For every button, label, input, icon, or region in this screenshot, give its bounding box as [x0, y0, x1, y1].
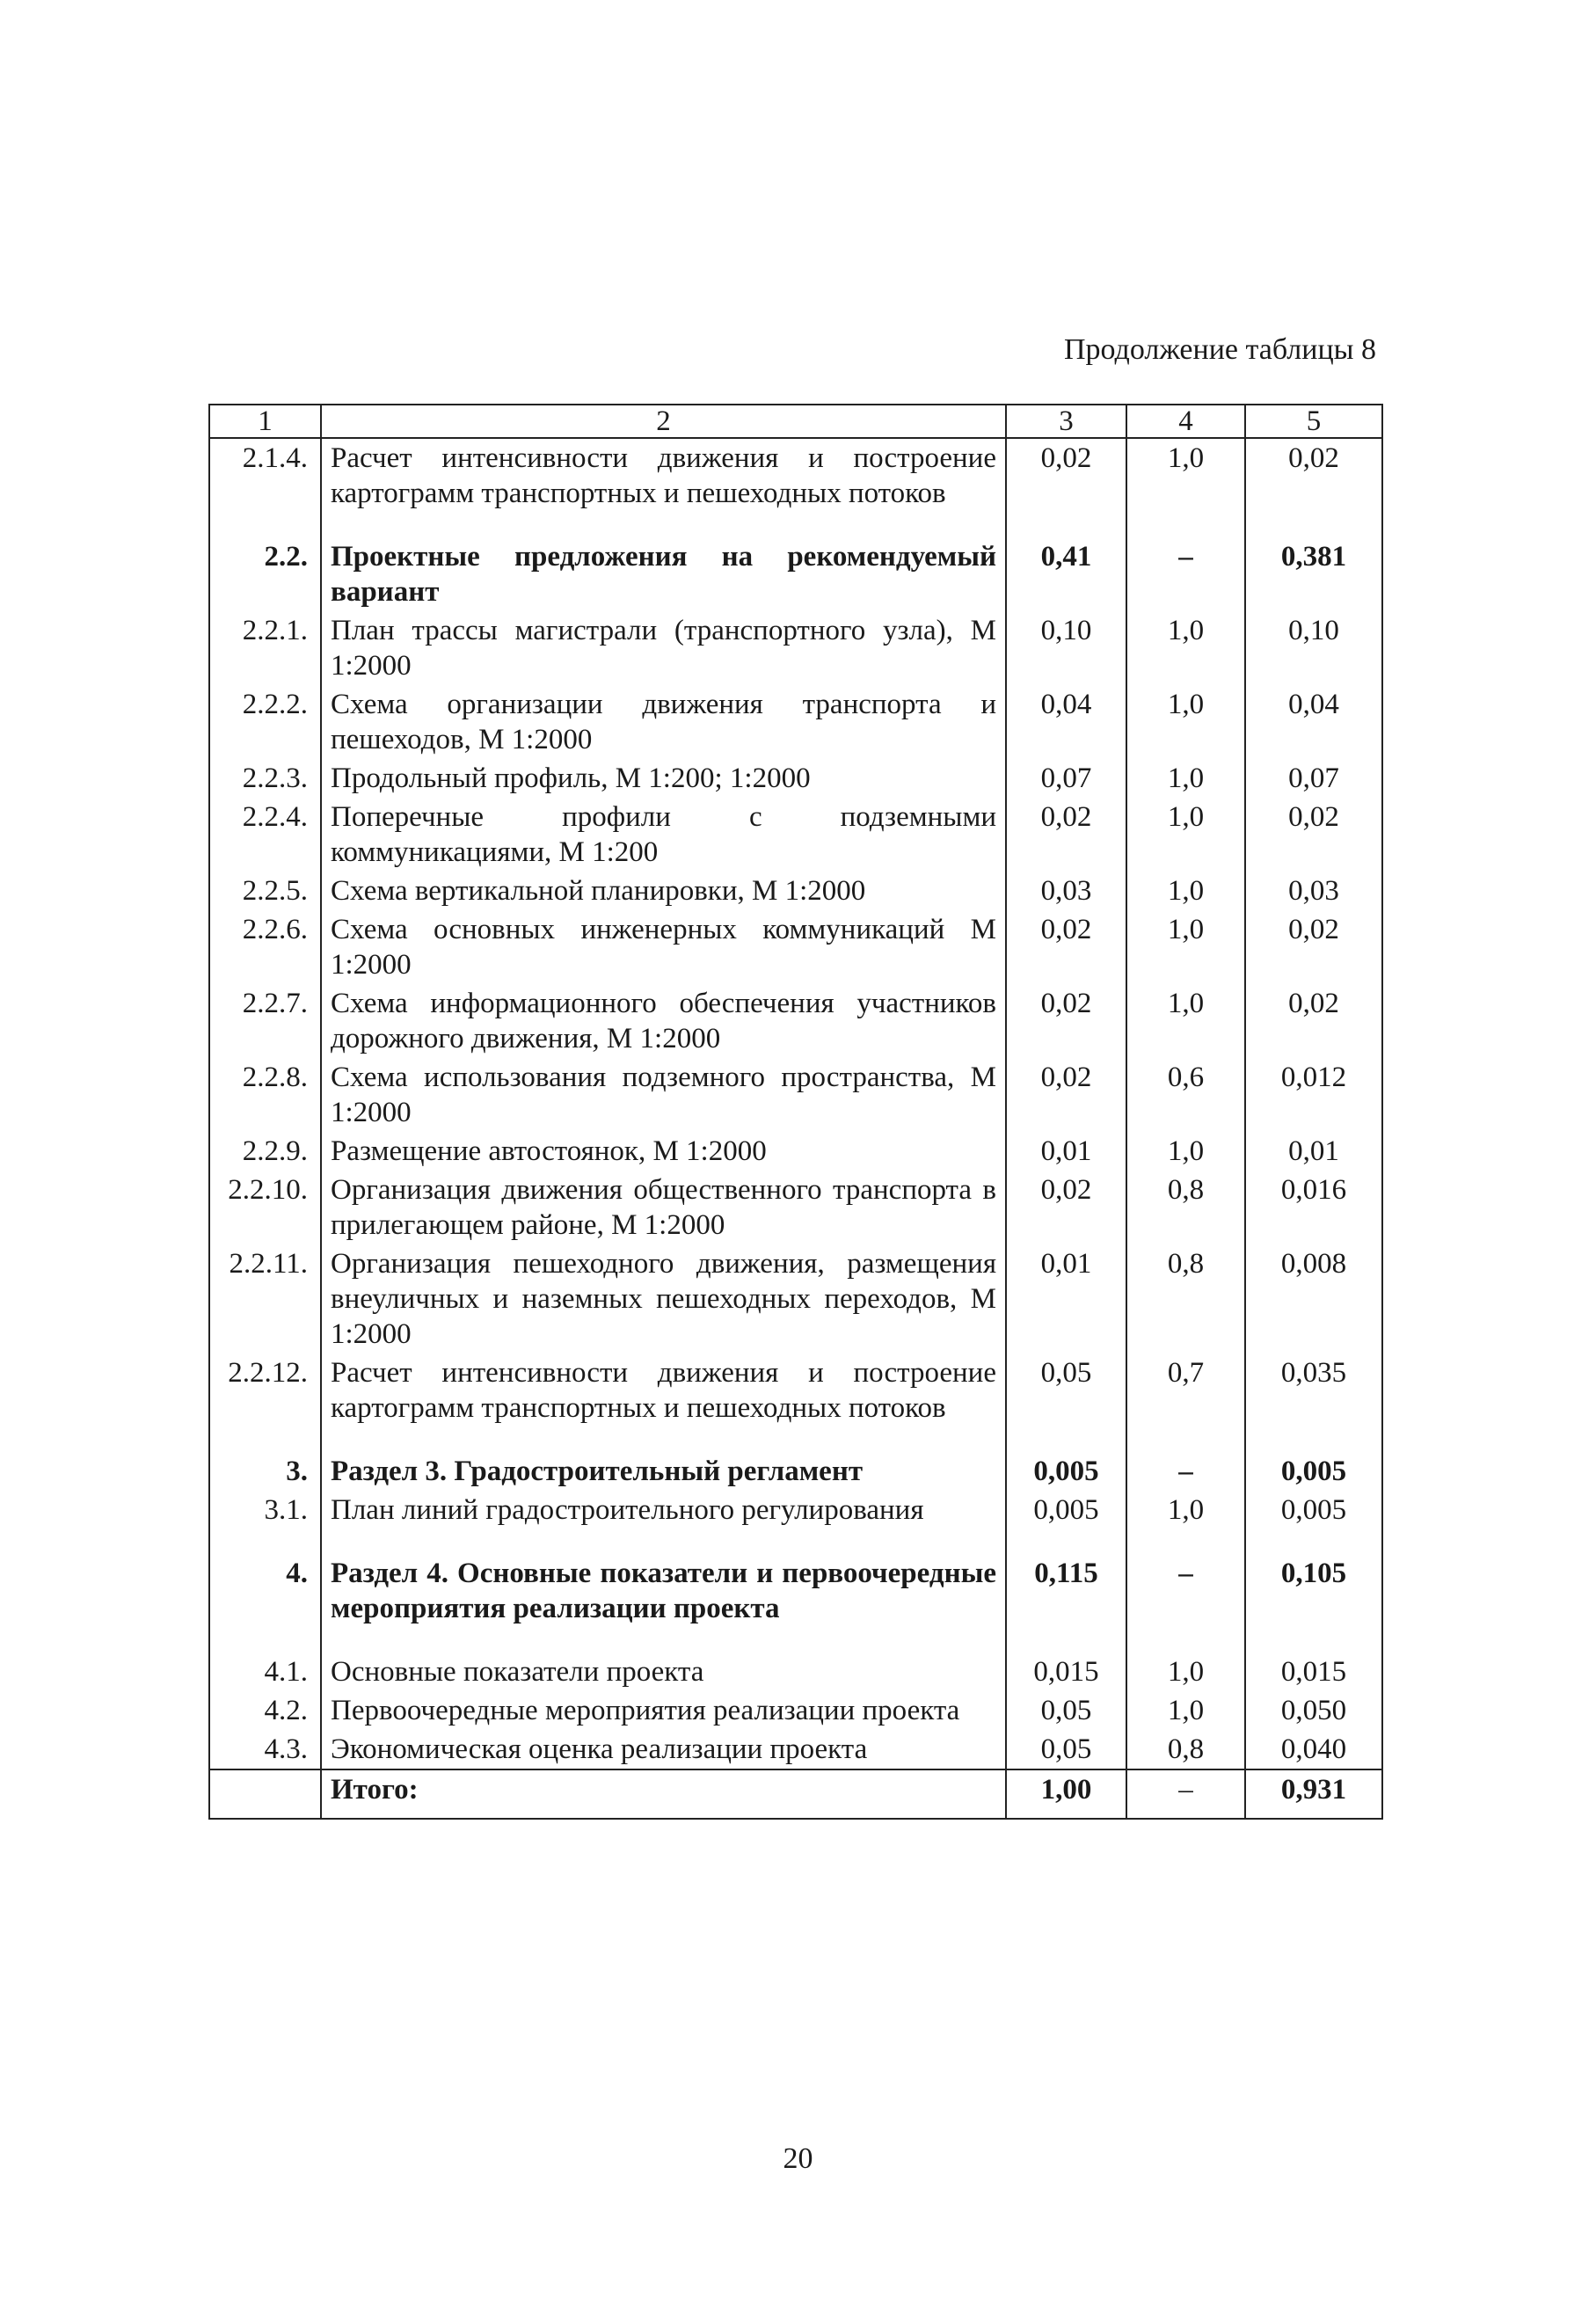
row-description: Схема основных инженерных коммуникаций М 1:2000: [321, 910, 1006, 984]
row-description: Схема информационного обеспечения участников дорожного движения, М 1:2000: [321, 984, 1006, 1058]
row-value-3: 0,015: [1006, 1653, 1126, 1691]
row-value-5: 0,381: [1245, 537, 1382, 611]
row-description: Расчет интенсивности движения и построение картограмм транспортных и пешеходных потоков: [321, 1354, 1006, 1452]
row-value-4: –: [1126, 1452, 1245, 1491]
row-value-4: 0,8: [1126, 1171, 1245, 1244]
row-value-3: 0,115: [1006, 1554, 1126, 1653]
total-value-5: 0,931: [1245, 1769, 1382, 1819]
row-value-3: 0,01: [1006, 1244, 1126, 1354]
row-number: 2.2.7.: [209, 984, 321, 1058]
row-value-5: 0,02: [1245, 798, 1382, 872]
table-header-row: [209, 405, 1382, 438]
row-description: Раздел 4. Основные показатели и первоочередные мероприятия реализации проекта: [321, 1554, 1006, 1653]
row-value-3: 0,005: [1006, 1491, 1126, 1554]
page-number: 20: [783, 2142, 813, 2175]
row-number: 2.2.12.: [209, 1354, 321, 1452]
table-row: [209, 1491, 1382, 1554]
row-value-5: 0,03: [1245, 872, 1382, 910]
data-table: [208, 404, 1383, 1820]
table-row: [209, 1730, 1382, 1769]
row-value-5: 0,015: [1245, 1653, 1382, 1691]
row-value-5: 0,02: [1245, 910, 1382, 984]
table-row: [209, 1452, 1382, 1491]
total-value-4: –: [1126, 1769, 1245, 1819]
row-description: Поперечные профили с подземными коммуникациями, М 1:200: [321, 798, 1006, 872]
row-value-3: 0,04: [1006, 685, 1126, 759]
table-caption: Продолжение таблицы 8: [1063, 333, 1376, 366]
row-number: 2.2.11.: [209, 1244, 321, 1354]
row-value-5: 0,040: [1245, 1730, 1382, 1769]
row-value-4: 0,8: [1126, 1244, 1245, 1354]
table-row: [209, 1244, 1382, 1354]
row-value-4: –: [1126, 537, 1245, 611]
row-value-4: 1,0: [1126, 1491, 1245, 1554]
row-value-4: 1,0: [1126, 1691, 1245, 1730]
row-value-5: 0,005: [1245, 1452, 1382, 1491]
table-row: [209, 872, 1382, 910]
total-label: Итого:: [321, 1769, 1006, 1819]
table-row: [209, 1058, 1382, 1132]
row-number: 2.2.: [209, 537, 321, 611]
row-value-4: 1,0: [1126, 910, 1245, 984]
row-value-3: 0,05: [1006, 1691, 1126, 1730]
row-value-3: 0,01: [1006, 1132, 1126, 1171]
row-number: 4.2.: [209, 1691, 321, 1730]
row-value-5: 0,105: [1245, 1554, 1382, 1653]
row-value-4: 1,0: [1126, 1653, 1245, 1691]
table-row: [209, 1691, 1382, 1730]
row-value-5: 0,10: [1245, 611, 1382, 685]
row-value-4: 1,0: [1126, 798, 1245, 872]
row-value-5: 0,005: [1245, 1491, 1382, 1554]
column-header: 5: [1245, 405, 1382, 438]
row-number: 3.1.: [209, 1491, 321, 1554]
row-value-5: 0,050: [1245, 1691, 1382, 1730]
row-number: 2.2.1.: [209, 611, 321, 685]
row-description: Основные показатели проекта: [321, 1653, 1006, 1691]
column-header: 3: [1006, 405, 1126, 438]
row-value-3: 0,02: [1006, 910, 1126, 984]
column-header: 4: [1126, 405, 1245, 438]
row-number: 2.2.4.: [209, 798, 321, 872]
row-description: Экономическая оценка реализации проекта: [321, 1730, 1006, 1769]
table-row: [209, 798, 1382, 872]
row-value-3: 0,10: [1006, 611, 1126, 685]
row-value-3: 0,02: [1006, 1058, 1126, 1132]
row-description: План трассы магистрали (транспортного узла), М 1:2000: [321, 611, 1006, 685]
row-value-4: 0,7: [1126, 1354, 1245, 1452]
row-value-4: 1,0: [1126, 438, 1245, 537]
row-number: 2.2.9.: [209, 1132, 321, 1171]
row-description: Схема организации движения транспорта и пешеходов, М 1:2000: [321, 685, 1006, 759]
row-value-5: 0,02: [1245, 438, 1382, 537]
column-header: 1: [209, 405, 321, 438]
total-row: [209, 1769, 1382, 1819]
row-description: План линий градостроительного регулирования: [321, 1491, 1006, 1554]
row-value-4: 0,6: [1126, 1058, 1245, 1132]
row-value-4: 1,0: [1126, 984, 1245, 1058]
row-description: Раздел 3. Градостроительный регламент: [321, 1452, 1006, 1491]
row-value-3: 0,005: [1006, 1452, 1126, 1491]
table-row: [209, 685, 1382, 759]
row-description: Схема использования подземного пространства, М 1:2000: [321, 1058, 1006, 1132]
row-value-3: 0,05: [1006, 1730, 1126, 1769]
row-number: 2.2.10.: [209, 1171, 321, 1244]
table-row: [209, 611, 1382, 685]
row-number: 3.: [209, 1452, 321, 1491]
row-value-4: –: [1126, 1554, 1245, 1653]
row-description: Продольный профиль, М 1:200; 1:2000: [321, 759, 1006, 798]
row-value-3: 0,02: [1006, 798, 1126, 872]
row-value-5: 0,02: [1245, 984, 1382, 1058]
row-value-4: 1,0: [1126, 872, 1245, 910]
row-number: 4.1.: [209, 1653, 321, 1691]
table-row: [209, 438, 1382, 537]
row-number: 4.: [209, 1554, 321, 1653]
table-row: [209, 537, 1382, 611]
table-row: [209, 1653, 1382, 1691]
row-value-3: 0,02: [1006, 438, 1126, 537]
row-number: 2.1.4.: [209, 438, 321, 537]
row-value-5: 0,07: [1245, 759, 1382, 798]
row-description: Проектные предложения на рекомендуемый вариант: [321, 537, 1006, 611]
column-header: 2: [321, 405, 1006, 438]
row-value-3: 0,05: [1006, 1354, 1126, 1452]
row-number: 2.2.2.: [209, 685, 321, 759]
row-number: 4.3.: [209, 1730, 321, 1769]
table-row: [209, 1132, 1382, 1171]
row-value-5: 0,008: [1245, 1244, 1382, 1354]
table-row: [209, 984, 1382, 1058]
row-description: Организация движения общественного транспорта в прилегающем районе, М 1:2000: [321, 1171, 1006, 1244]
row-value-4: 1,0: [1126, 611, 1245, 685]
row-value-3: 0,02: [1006, 1171, 1126, 1244]
row-description: Расчет интенсивности движения и построение картограмм транспортных и пешеходных потоков: [321, 438, 1006, 537]
row-value-3: 0,41: [1006, 537, 1126, 611]
row-description: Организация пешеходного движения, размещения внеуличных и наземных пешеходных переходов, М 1:2000: [321, 1244, 1006, 1354]
row-description: Размещение автостоянок, М 1:2000: [321, 1132, 1006, 1171]
row-value-5: 0,035: [1245, 1354, 1382, 1452]
table-row: [209, 910, 1382, 984]
table-row: [209, 1354, 1382, 1452]
total-number: [209, 1769, 321, 1819]
row-value-3: 0,03: [1006, 872, 1126, 910]
row-value-5: 0,04: [1245, 685, 1382, 759]
table-row: [209, 1171, 1382, 1244]
row-number: 2.2.5.: [209, 872, 321, 910]
row-description: Первоочередные мероприятия реализации проекта: [321, 1691, 1006, 1730]
row-value-4: 0,8: [1126, 1730, 1245, 1769]
row-number: 2.2.6.: [209, 910, 321, 984]
table-row: [209, 759, 1382, 798]
row-value-4: 1,0: [1126, 1132, 1245, 1171]
row-value-5: 0,012: [1245, 1058, 1382, 1132]
row-value-5: 0,01: [1245, 1132, 1382, 1171]
row-number: 2.2.3.: [209, 759, 321, 798]
row-description: Схема вертикальной планировки, М 1:2000: [321, 872, 1006, 910]
total-value-3: 1,00: [1006, 1769, 1126, 1819]
row-number: 2.2.8.: [209, 1058, 321, 1132]
row-value-3: 0,07: [1006, 759, 1126, 798]
row-value-3: 0,02: [1006, 984, 1126, 1058]
row-value-4: 1,0: [1126, 685, 1245, 759]
row-value-5: 0,016: [1245, 1171, 1382, 1244]
table-row: [209, 1554, 1382, 1653]
row-value-4: 1,0: [1126, 759, 1245, 798]
